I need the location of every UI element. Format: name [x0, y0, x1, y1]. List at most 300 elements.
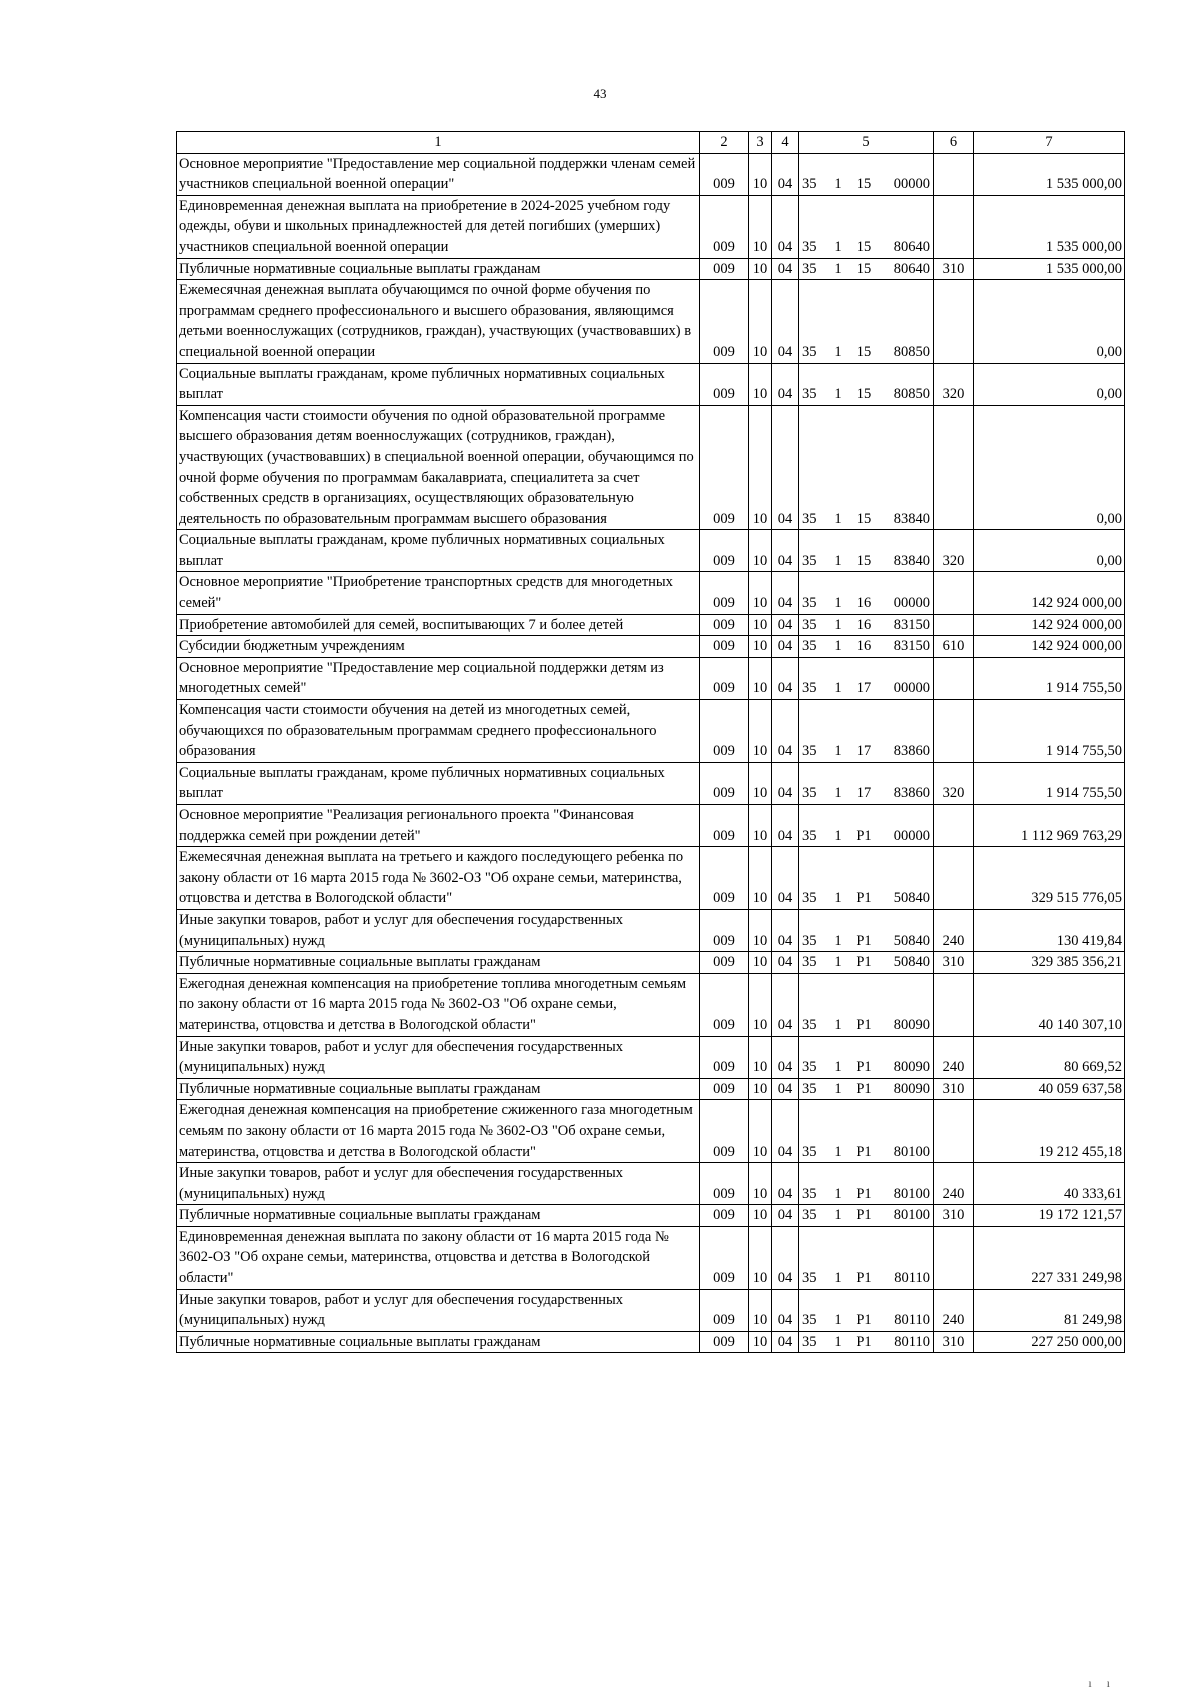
- chapter-code-cell: 10: [749, 1100, 772, 1163]
- amount-cell: 227 331 249,98: [974, 1226, 1125, 1289]
- row-name-cell: Иные закупки товаров, работ и услуг для обеспечения государственных (муниципальных) нужд: [177, 909, 700, 951]
- chapter-code-cell: 10: [749, 700, 772, 763]
- expense-type-cell: 310: [934, 1205, 974, 1227]
- target-article-part: Р1: [856, 827, 872, 844]
- row-name-cell: Иные закупки товаров, работ и услуг для обеспечения государственных (муниципальных) нужд: [177, 1289, 700, 1331]
- section-code-cell: 009: [700, 1226, 749, 1289]
- target-article-part: 35: [802, 638, 817, 655]
- target-article-part: 1: [834, 1143, 842, 1160]
- target-article-part: 35: [802, 343, 817, 360]
- section-code-cell: 009: [700, 847, 749, 910]
- target-article-part: 1: [834, 595, 842, 612]
- target-article-cell: [799, 572, 934, 614]
- amount-cell: 1 535 000,00: [974, 258, 1125, 280]
- row-name-cell: Основное мероприятие "Реализация регионального проекта "Финансовая поддержка семей при рождении детей": [177, 805, 700, 847]
- section-code-cell: 009: [700, 153, 749, 195]
- section-code-cell: 009: [700, 614, 749, 636]
- target-article-code: [801, 1310, 931, 1331]
- target-article-part: 1: [834, 1270, 842, 1287]
- row-name-cell: Компенсация части стоимости обучения по одной образовательной программе высшего образования детям военнослужащих (сотрудников, граждан), участвующих (участвовавших) в специальной военной операции, обучающимся по очной форме обучения по программам бакалавриата, специалитета за счет собственных средств в организациях, осуществляющих образовательную деятельность по образовательным программам высшего образования: [177, 405, 700, 530]
- target-article-part: 35: [802, 1333, 817, 1350]
- subchapter-code-cell: 04: [772, 805, 799, 847]
- amount-cell: 329 385 356,21: [974, 952, 1125, 974]
- target-article-code: [801, 1079, 931, 1100]
- amount-cell: 0,00: [974, 530, 1125, 572]
- section-code-cell: 009: [700, 530, 749, 572]
- target-article-code: [801, 1268, 931, 1289]
- row-name-cell: Публичные нормативные социальные выплаты гражданам: [177, 1331, 700, 1353]
- expense-type-cell: 320: [934, 363, 974, 405]
- target-article-part: 1: [834, 176, 842, 193]
- target-article-part: 15: [856, 238, 872, 255]
- target-article-part: 16: [856, 616, 872, 633]
- target-article-part: Р1: [856, 1143, 872, 1160]
- target-article-part: 1: [834, 386, 842, 403]
- chapter-code-cell: 10: [749, 909, 772, 951]
- expense-type-cell: 240: [934, 1289, 974, 1331]
- table-row: [177, 657, 1125, 699]
- amount-cell: 19 212 455,18: [974, 1100, 1125, 1163]
- subchapter-code-cell: 04: [772, 952, 799, 974]
- amount-cell: 130 419,84: [974, 909, 1125, 951]
- subchapter-code-cell: 04: [772, 153, 799, 195]
- subchapter-code-cell: 04: [772, 530, 799, 572]
- table-row: [177, 700, 1125, 763]
- subchapter-code-cell: 04: [772, 657, 799, 699]
- chapter-code-cell: 10: [749, 657, 772, 699]
- target-article-code: [801, 593, 931, 614]
- expense-type-cell: 240: [934, 1163, 974, 1205]
- target-article-part: 35: [802, 552, 817, 569]
- table-row: [177, 973, 1125, 1036]
- target-article-part: 15: [856, 510, 872, 527]
- target-article-cell: [799, 1036, 934, 1078]
- subchapter-code-cell: 04: [772, 700, 799, 763]
- expense-type-cell: 310: [934, 1078, 974, 1100]
- table-row: [177, 1331, 1125, 1353]
- target-article-part: 35: [802, 616, 817, 633]
- target-article-part: 35: [802, 954, 817, 971]
- subchapter-code-cell: 04: [772, 1078, 799, 1100]
- row-name-cell: Социальные выплаты гражданам, кроме публичных нормативных социальных выплат: [177, 530, 700, 572]
- target-article-part: Р1: [856, 1059, 872, 1076]
- amount-cell: 40 140 307,10: [974, 973, 1125, 1036]
- chapter-code-cell: 10: [749, 1289, 772, 1331]
- target-article-part: 1: [834, 238, 842, 255]
- target-article-part: Р1: [856, 1207, 872, 1224]
- section-code-cell: 009: [700, 363, 749, 405]
- target-article-part: 15: [856, 386, 872, 403]
- target-article-part: 35: [802, 1143, 817, 1160]
- target-article-part: 83860: [893, 785, 930, 802]
- target-article-cell: [799, 636, 934, 658]
- target-article-part: Р1: [856, 954, 872, 971]
- target-article-code: [801, 888, 931, 909]
- chapter-code-cell: 10: [749, 614, 772, 636]
- table-row: [177, 1100, 1125, 1163]
- subchapter-code-cell: 04: [772, 614, 799, 636]
- section-code-cell: 009: [700, 405, 749, 530]
- subchapter-code-cell: 04: [772, 1205, 799, 1227]
- target-article-part: 35: [802, 595, 817, 612]
- table-row: [177, 280, 1125, 363]
- section-code-cell: 009: [700, 572, 749, 614]
- chapter-code-cell: 10: [749, 258, 772, 280]
- target-article-code: [801, 1142, 931, 1163]
- target-article-part: 1: [834, 343, 842, 360]
- table-row: [177, 1205, 1125, 1227]
- section-code-cell: 009: [700, 1205, 749, 1227]
- target-article-part: 35: [802, 680, 817, 697]
- target-article-code: [801, 237, 931, 258]
- expense-type-cell: [934, 1226, 974, 1289]
- expense-type-cell: 320: [934, 762, 974, 804]
- target-article-part: 15: [856, 343, 872, 360]
- row-name-cell: Компенсация части стоимости обучения на детей из многодетных семей, обучающихся по образовательным программам среднего профессионального образования: [177, 700, 700, 763]
- target-article-part: 80110: [894, 1312, 930, 1329]
- target-article-cell: [799, 1078, 934, 1100]
- target-article-part: 15: [856, 176, 872, 193]
- chapter-code-cell: 10: [749, 572, 772, 614]
- chapter-code-cell: 10: [749, 1036, 772, 1078]
- target-article-part: 15: [856, 552, 872, 569]
- chapter-code-cell: 10: [749, 805, 772, 847]
- target-article-part: 1: [834, 1080, 842, 1097]
- section-code-cell: 009: [700, 657, 749, 699]
- column-header: 2: [700, 132, 749, 154]
- chapter-code-cell: 10: [749, 636, 772, 658]
- target-article-part: 80100: [893, 1143, 930, 1160]
- section-code-cell: 009: [700, 1100, 749, 1163]
- target-article-part: 1: [834, 1016, 842, 1033]
- subchapter-code-cell: 04: [772, 636, 799, 658]
- target-article-part: 83840: [893, 552, 930, 569]
- target-article-part: 1: [834, 1185, 842, 1202]
- target-article-cell: [799, 1289, 934, 1331]
- target-article-part: Р1: [856, 1270, 872, 1287]
- section-code-cell: 009: [700, 1078, 749, 1100]
- target-article-code: [801, 952, 931, 973]
- target-article-part: 1: [834, 1312, 842, 1329]
- target-article-part: 50840: [893, 954, 930, 971]
- row-name-cell: Основное мероприятие "Приобретение транспортных средств для многодетных семей": [177, 572, 700, 614]
- subchapter-code-cell: 04: [772, 280, 799, 363]
- row-name-cell: Субсидии бюджетным учреждениям: [177, 636, 700, 658]
- target-article-part: Р1: [856, 1016, 872, 1033]
- target-article-cell: [799, 530, 934, 572]
- amount-cell: 1 914 755,50: [974, 700, 1125, 763]
- target-article-part: 1: [834, 827, 842, 844]
- amount-cell: 227 250 000,00: [974, 1331, 1125, 1353]
- row-name-cell: Ежегодная денежная компенсация на приобретение топлива многодетным семьям по закону области от 16 марта 2015 года № 3602-ОЗ "Об охране семьи, материнства, отцовства и детства в Вологодской области": [177, 973, 700, 1036]
- target-article-part: 35: [802, 176, 817, 193]
- target-article-part: 16: [856, 638, 872, 655]
- section-code-cell: 009: [700, 1036, 749, 1078]
- row-name-cell: Ежемесячная денежная выплата на третьего и каждого последующего ребенка по закону области от 16 марта 2015 года № 3602-ОЗ "Об охране семьи, материнства, отцовства и детства в Вологодской области": [177, 847, 700, 910]
- amount-cell: 1 535 000,00: [974, 195, 1125, 258]
- table-row: [177, 952, 1125, 974]
- page-number: 43: [593, 86, 607, 101]
- target-article-code: [801, 509, 931, 530]
- target-article-part: 80090: [893, 1059, 930, 1076]
- target-article-code: [801, 636, 931, 657]
- table-row: [177, 153, 1125, 195]
- target-article-part: 35: [802, 260, 817, 277]
- table-row: [177, 405, 1125, 530]
- section-code-cell: 009: [700, 195, 749, 258]
- target-article-code: [801, 384, 931, 405]
- amount-cell: 0,00: [974, 363, 1125, 405]
- subchapter-code-cell: 04: [772, 1226, 799, 1289]
- row-name-cell: Социальные выплаты гражданам, кроме публичных нормативных социальных выплат: [177, 363, 700, 405]
- target-article-cell: [799, 952, 934, 974]
- expense-type-cell: [934, 700, 974, 763]
- target-article-cell: [799, 1331, 934, 1353]
- target-article-part: 17: [856, 785, 872, 802]
- target-article-part: 1: [834, 680, 842, 697]
- target-article-part: 00000: [893, 595, 930, 612]
- section-code-cell: 009: [700, 762, 749, 804]
- table-row: [177, 1163, 1125, 1205]
- target-article-part: 1: [834, 1059, 842, 1076]
- target-article-part: 80100: [893, 1207, 930, 1224]
- target-article-part: 80850: [893, 386, 930, 403]
- target-article-part: 35: [802, 785, 817, 802]
- target-article-cell: [799, 700, 934, 763]
- column-header: 7: [974, 132, 1125, 154]
- target-article-part: 35: [802, 510, 817, 527]
- expense-type-cell: 310: [934, 258, 974, 280]
- target-article-part: 80850: [893, 343, 930, 360]
- amount-cell: 40 333,61: [974, 1163, 1125, 1205]
- row-name-cell: Единовременная денежная выплата по закону области от 16 марта 2015 года № 3602-ОЗ "Об охране семьи, материнства, отцовства и детства в Вологодской области": [177, 1226, 700, 1289]
- target-article-part: 83150: [893, 638, 930, 655]
- target-article-part: 35: [802, 1016, 817, 1033]
- expense-type-cell: [934, 405, 974, 530]
- row-name-cell: Основное мероприятие "Предоставление мер социальной поддержки членам семей участников специальной военной операции": [177, 153, 700, 195]
- target-article-code: [801, 342, 931, 363]
- budget-table: [176, 131, 1125, 1353]
- target-article-cell: [799, 1163, 934, 1205]
- target-article-code: [801, 259, 931, 280]
- row-name-cell: Основное мероприятие "Предоставление мер социальной поддержки детям из многодетных семей": [177, 657, 700, 699]
- expense-type-cell: [934, 614, 974, 636]
- target-article-part: 1: [834, 743, 842, 760]
- row-name-cell: Публичные нормативные социальные выплаты гражданам: [177, 1205, 700, 1227]
- target-article-part: Р1: [856, 890, 872, 907]
- target-article-part: 50840: [893, 932, 930, 949]
- target-article-cell: [799, 363, 934, 405]
- amount-cell: 19 172 121,57: [974, 1205, 1125, 1227]
- subchapter-code-cell: 04: [772, 572, 799, 614]
- amount-cell: 142 924 000,00: [974, 614, 1125, 636]
- subchapter-code-cell: 04: [772, 258, 799, 280]
- table-row: [177, 1036, 1125, 1078]
- target-article-part: 83840: [893, 510, 930, 527]
- target-article-part: 17: [856, 680, 872, 697]
- amount-cell: 1 914 755,50: [974, 657, 1125, 699]
- target-article-part: 80100: [893, 1185, 930, 1202]
- row-name-cell: Публичные нормативные социальные выплаты гражданам: [177, 952, 700, 974]
- target-article-code: [801, 931, 931, 952]
- target-article-part: 80090: [893, 1080, 930, 1097]
- column-header: 5: [799, 132, 934, 154]
- target-article-part: 1: [834, 1207, 842, 1224]
- table-header-row: [177, 132, 1125, 154]
- row-name-cell: Публичные нормативные социальные выплаты гражданам: [177, 1078, 700, 1100]
- target-article-cell: [799, 805, 934, 847]
- target-article-part: Р1: [856, 932, 872, 949]
- target-article-part: 15: [856, 260, 872, 277]
- target-article-part: 1: [834, 638, 842, 655]
- chapter-code-cell: 10: [749, 1226, 772, 1289]
- chapter-code-cell: 10: [749, 1163, 772, 1205]
- chapter-code-cell: 10: [749, 530, 772, 572]
- section-code-cell: 009: [700, 805, 749, 847]
- target-article-code: [801, 1057, 931, 1078]
- target-article-cell: [799, 1205, 934, 1227]
- target-article-part: 35: [802, 932, 817, 949]
- row-name-cell: Социальные выплаты гражданам, кроме публичных нормативных социальных выплат: [177, 762, 700, 804]
- chapter-code-cell: 10: [749, 280, 772, 363]
- target-article-part: 17: [856, 743, 872, 760]
- row-name-cell: Иные закупки товаров, работ и услуг для обеспечения государственных (муниципальных) нужд: [177, 1036, 700, 1078]
- expense-type-cell: [934, 847, 974, 910]
- expense-type-cell: [934, 1100, 974, 1163]
- chapter-code-cell: 10: [749, 762, 772, 804]
- subchapter-code-cell: 04: [772, 847, 799, 910]
- chapter-code-cell: 10: [749, 847, 772, 910]
- expense-type-cell: [934, 572, 974, 614]
- target-article-code: [801, 1332, 931, 1353]
- subchapter-code-cell: 04: [772, 363, 799, 405]
- chapter-code-cell: 10: [749, 363, 772, 405]
- target-article-part: 1: [834, 932, 842, 949]
- target-article-part: 35: [802, 1185, 817, 1202]
- column-header: 3: [749, 132, 772, 154]
- chapter-code-cell: 10: [749, 1205, 772, 1227]
- column-header: 1: [177, 132, 700, 154]
- target-article-code: [801, 783, 931, 804]
- subchapter-code-cell: 04: [772, 195, 799, 258]
- target-article-code: [801, 741, 931, 762]
- row-name-cell: Иные закупки товаров, работ и услуг для обеспечения государственных (муниципальных) нужд: [177, 1163, 700, 1205]
- amount-cell: 142 924 000,00: [974, 636, 1125, 658]
- section-code-cell: 009: [700, 636, 749, 658]
- section-code-cell: 009: [700, 973, 749, 1036]
- target-article-part: 1: [834, 1333, 842, 1350]
- target-article-code: [801, 551, 931, 572]
- expense-type-cell: [934, 153, 974, 195]
- target-article-part: 35: [802, 1312, 817, 1329]
- target-article-code: [801, 678, 931, 699]
- subchapter-code-cell: 04: [772, 762, 799, 804]
- expense-type-cell: 310: [934, 952, 974, 974]
- amount-cell: 80 669,52: [974, 1036, 1125, 1078]
- target-article-part: 00000: [893, 827, 930, 844]
- subchapter-code-cell: 04: [772, 1100, 799, 1163]
- expense-type-cell: 240: [934, 909, 974, 951]
- target-article-cell: [799, 195, 934, 258]
- amount-cell: 142 924 000,00: [974, 572, 1125, 614]
- target-article-part: 1: [834, 616, 842, 633]
- table-row: [177, 530, 1125, 572]
- target-article-part: Р1: [856, 1185, 872, 1202]
- target-article-cell: [799, 258, 934, 280]
- target-article-code: [801, 1184, 931, 1205]
- expense-type-cell: [934, 195, 974, 258]
- target-article-part: 00000: [893, 176, 930, 193]
- target-article-part: 35: [802, 827, 817, 844]
- expense-type-cell: 240: [934, 1036, 974, 1078]
- expense-type-cell: 320: [934, 530, 974, 572]
- amount-cell: 0,00: [974, 405, 1125, 530]
- subchapter-code-cell: 04: [772, 1331, 799, 1353]
- row-name-cell: Публичные нормативные социальные выплаты гражданам: [177, 258, 700, 280]
- subchapter-code-cell: 04: [772, 909, 799, 951]
- subchapter-code-cell: 04: [772, 973, 799, 1036]
- column-header: 4: [772, 132, 799, 154]
- expense-type-cell: 310: [934, 1331, 974, 1353]
- row-name-cell: Ежегодная денежная компенсация на приобретение сжиженного газа многодетным семьям по закону области от 16 марта 2015 года № 3602-ОЗ "Об охране семьи, материнства, отцовства и детства в Вологодской области": [177, 1100, 700, 1163]
- table-row: [177, 805, 1125, 847]
- amount-cell: 1 535 000,00: [974, 153, 1125, 195]
- table-row: [177, 195, 1125, 258]
- target-article-part: 80640: [893, 238, 930, 255]
- chapter-code-cell: 10: [749, 195, 772, 258]
- chapter-code-cell: 10: [749, 973, 772, 1036]
- table-row: [177, 636, 1125, 658]
- target-article-part: 1: [834, 954, 842, 971]
- target-article-part: 35: [802, 1207, 817, 1224]
- section-code-cell: 009: [700, 1289, 749, 1331]
- row-name-cell: Приобретение автомобилей для семей, воспитывающих 7 и более детей: [177, 614, 700, 636]
- target-article-part: 50840: [893, 890, 930, 907]
- expense-type-cell: 610: [934, 636, 974, 658]
- table-row: [177, 762, 1125, 804]
- section-code-cell: 009: [700, 952, 749, 974]
- target-article-cell: [799, 847, 934, 910]
- table-row: [177, 1226, 1125, 1289]
- section-code-cell: 009: [700, 700, 749, 763]
- target-article-part: 35: [802, 1270, 817, 1287]
- target-article-part: 80640: [893, 260, 930, 277]
- target-article-part: 16: [856, 595, 872, 612]
- expense-type-cell: [934, 805, 974, 847]
- target-article-code: [801, 1205, 931, 1226]
- chapter-code-cell: 10: [749, 1331, 772, 1353]
- table-row: [177, 909, 1125, 951]
- chapter-code-cell: 10: [749, 153, 772, 195]
- section-code-cell: 009: [700, 909, 749, 951]
- target-article-cell: [799, 1100, 934, 1163]
- amount-cell: 81 249,98: [974, 1289, 1125, 1331]
- target-article-part: 35: [802, 1080, 817, 1097]
- amount-cell: 40 059 637,58: [974, 1078, 1125, 1100]
- target-article-cell: [799, 280, 934, 363]
- target-article-code: [801, 1015, 931, 1036]
- target-article-code: [801, 826, 931, 847]
- target-article-code: [801, 174, 931, 195]
- section-code-cell: 009: [700, 258, 749, 280]
- target-article-part: 1: [834, 890, 842, 907]
- table-row: [177, 1289, 1125, 1331]
- target-article-cell: [799, 973, 934, 1036]
- section-code-cell: 009: [700, 1331, 749, 1353]
- target-article-part: 80090: [893, 1016, 930, 1033]
- table-row: [177, 363, 1125, 405]
- table-row: [177, 258, 1125, 280]
